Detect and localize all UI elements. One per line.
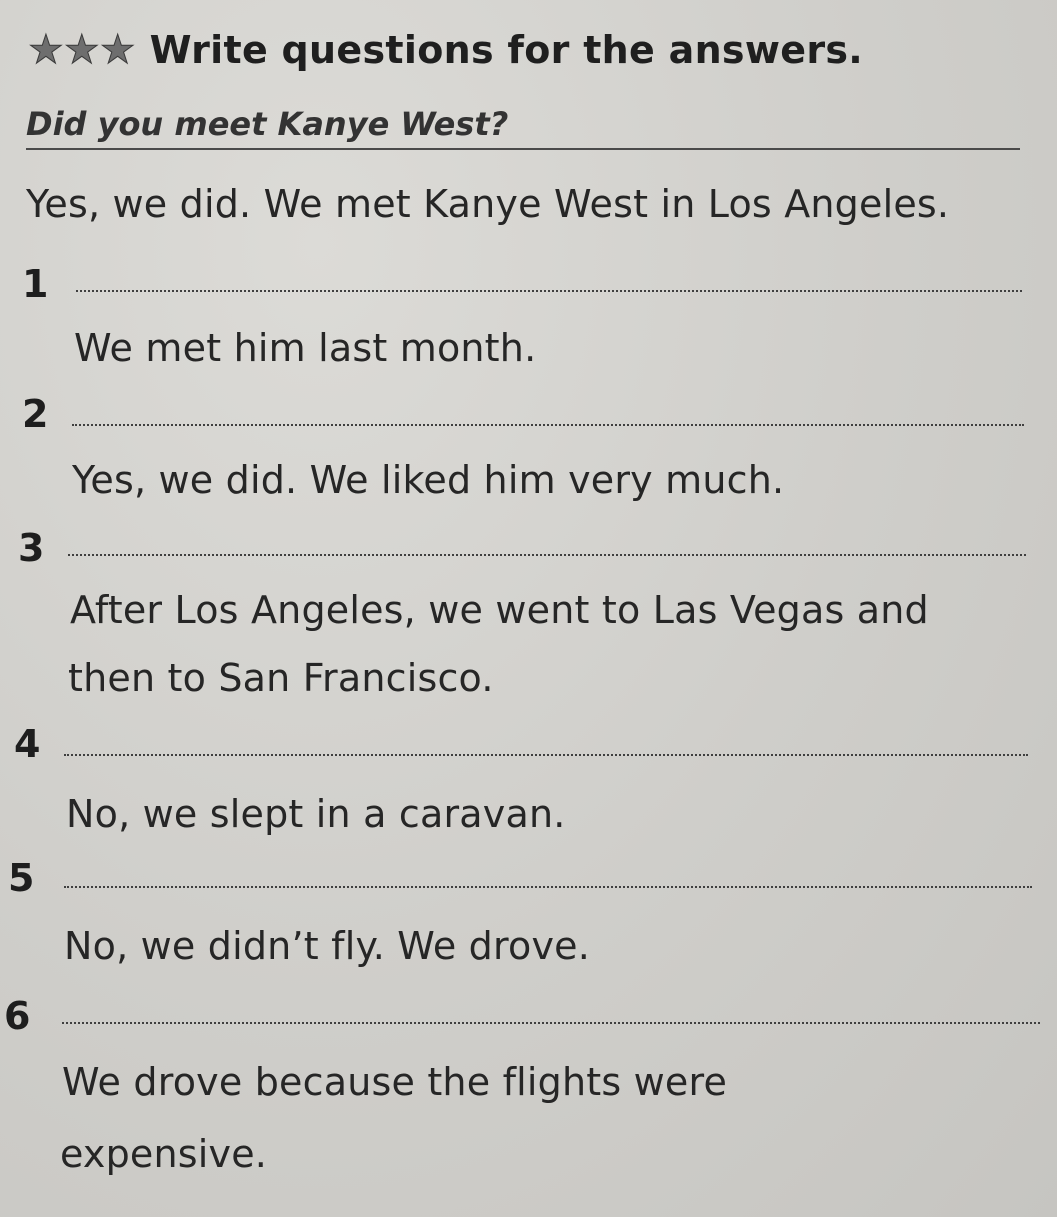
item-answer: No, we didn’t fly. We drove. bbox=[64, 924, 590, 968]
exercise-title: Write questions for the answers. bbox=[149, 28, 864, 72]
answer-blank-line[interactable] bbox=[72, 424, 1024, 426]
item-answer: We drove because the flights were bbox=[62, 1060, 728, 1104]
item-number: 5 bbox=[8, 856, 35, 900]
star-icon: ★ bbox=[28, 27, 64, 73]
answer-blank-line[interactable] bbox=[64, 754, 1028, 756]
item-number: 1 bbox=[22, 262, 49, 306]
difficulty-stars bbox=[28, 27, 136, 73]
example-question: Did you meet Kanye West? bbox=[26, 102, 1020, 150]
answer-blank-line[interactable] bbox=[76, 290, 1022, 292]
answer-blank-line[interactable] bbox=[68, 554, 1026, 556]
item-number: 3 bbox=[18, 526, 45, 570]
star-icon: ★ bbox=[63, 27, 100, 73]
item-number: 2 bbox=[22, 392, 49, 436]
answer-blank-line[interactable] bbox=[64, 886, 1032, 888]
item-answer-continued: then to San Francisco. bbox=[68, 656, 494, 700]
item-answer: After Los Angeles, we went to Las Vegas and bbox=[70, 588, 929, 632]
item-answer: We met him last month. bbox=[74, 326, 537, 370]
star-icon: ★ bbox=[99, 27, 136, 73]
answer-blank-line[interactable] bbox=[62, 1022, 1040, 1024]
example-answer: Yes, we did. We met Kanye West in Los Angeles. bbox=[26, 182, 950, 226]
item-answer-continued: expensive. bbox=[60, 1132, 268, 1176]
item-answer: No, we slept in a caravan. bbox=[66, 792, 566, 836]
item-number: 6 bbox=[4, 994, 31, 1038]
exercise-header bbox=[28, 28, 863, 72]
item-answer: Yes, we did. We liked him very much. bbox=[72, 458, 785, 502]
item-number: 4 bbox=[14, 722, 41, 766]
